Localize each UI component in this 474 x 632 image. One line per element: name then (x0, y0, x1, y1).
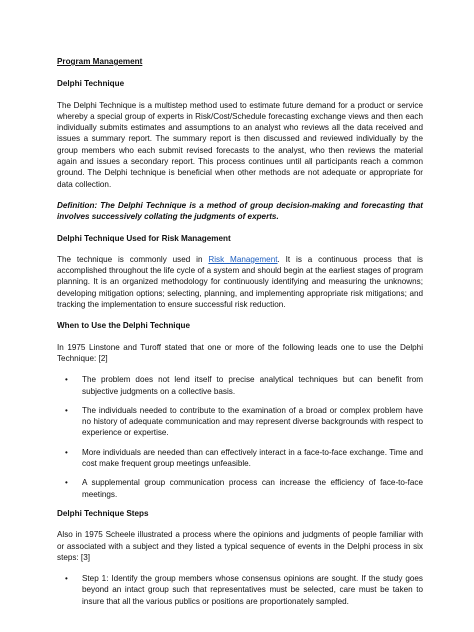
list-item (57, 477, 423, 500)
list-item-text: A supplemental group communication process can increase the efficiency of face-to-face meetings. (82, 478, 423, 499)
heading-steps: Delphi Technique Steps (57, 508, 149, 518)
bullet-list-when-to-use (57, 374, 423, 500)
paragraph-risk-text-post: . It is a continuous process that is accomplished throughout the life cycle of a system and should begin at the earliest stages of program planning. It is an organized methodology for continuously identifying and measuring the unknowns; developing mitigation options; selecting, planning, and implementing appropriate risk mitigations; and tracking the implementation to ensure successful risk reduction. (57, 254, 423, 310)
heading-risk-management: Delphi Technique Used for Risk Management (57, 233, 231, 243)
bullet-icon: • (65, 375, 68, 385)
list-item (57, 405, 423, 439)
bullet-icon: • (65, 574, 68, 584)
document-title: Program Management (57, 57, 143, 66)
list-item (57, 447, 423, 470)
paragraph-intro: The Delphi Technique is a multistep method used to estimate future demand for a product or service whereby a special group of experts in Risk/Cost/Schedule forecasting exchange views and then each individually submits estimates and assumptions to an analyst who reviews all the data received and issues a summary report. The summary report is then discussed and reviewed individually by the group members who each submit revised forecasts to the analyst, who then reviews the material again and issues a secondary report. This process continues until all participants reach a common ground. The Delphi technique is beneficial when other methods are not adequate or appropriate for data collection. (57, 100, 423, 189)
list-item-text: The individuals needed to contribute to the examination of a broad or complex problem have no history of adequate communication and may represent diverse backgrounds with respect to experience or expertise. (82, 405, 423, 438)
bullet-icon: • (65, 478, 68, 488)
paragraph-steps: Also in 1975 Scheele illustrated a process where the opinions and judgments of people familiar with or associated with a subject and they listed a typical sequence of events in the Delphi process in six steps: [3] (57, 530, 423, 562)
document-page (57, 56, 423, 615)
heading-when-to-use: When to Use the Delphi Technique (57, 321, 191, 331)
bullet-icon: • (65, 447, 68, 457)
paragraph-risk-text-pre: The technique is commonly used in (57, 254, 209, 264)
definition-paragraph: Definition: The Delphi Technique is a method of group decision-making and forecasting that involves successively collating the judgments of experts. (57, 200, 423, 222)
paragraph-risk-management (57, 254, 423, 310)
bullet-icon: • (65, 405, 68, 415)
list-item-text: The problem does not lend itself to precise analytical techniques but can benefit from subjective judgments on a collective basis. (82, 375, 423, 396)
bullet-list-steps (57, 573, 423, 607)
heading-delphi-technique: Delphi Technique (57, 79, 125, 89)
risk-management-link[interactable]: Risk Management (208, 254, 278, 264)
list-item-text: More individuals are needed than can effectively interact in a face-to-face exchange. Time and cost make frequent group meetings unfeasible. (82, 447, 423, 469)
list-item (57, 573, 423, 607)
list-item (57, 374, 423, 397)
list-item-text: Step 1: Identify the group members whose consensus opinions are sought. If the study goes beyond an intact group such that representatives must be selected, care must be taken to insure that all the various publics or positions are proportionately sampled. (82, 574, 423, 606)
paragraph-when-to-use: In 1975 Linstone and Turoff stated that one or more of the following leads one to use the Delphi Technique: [2] (57, 342, 423, 363)
